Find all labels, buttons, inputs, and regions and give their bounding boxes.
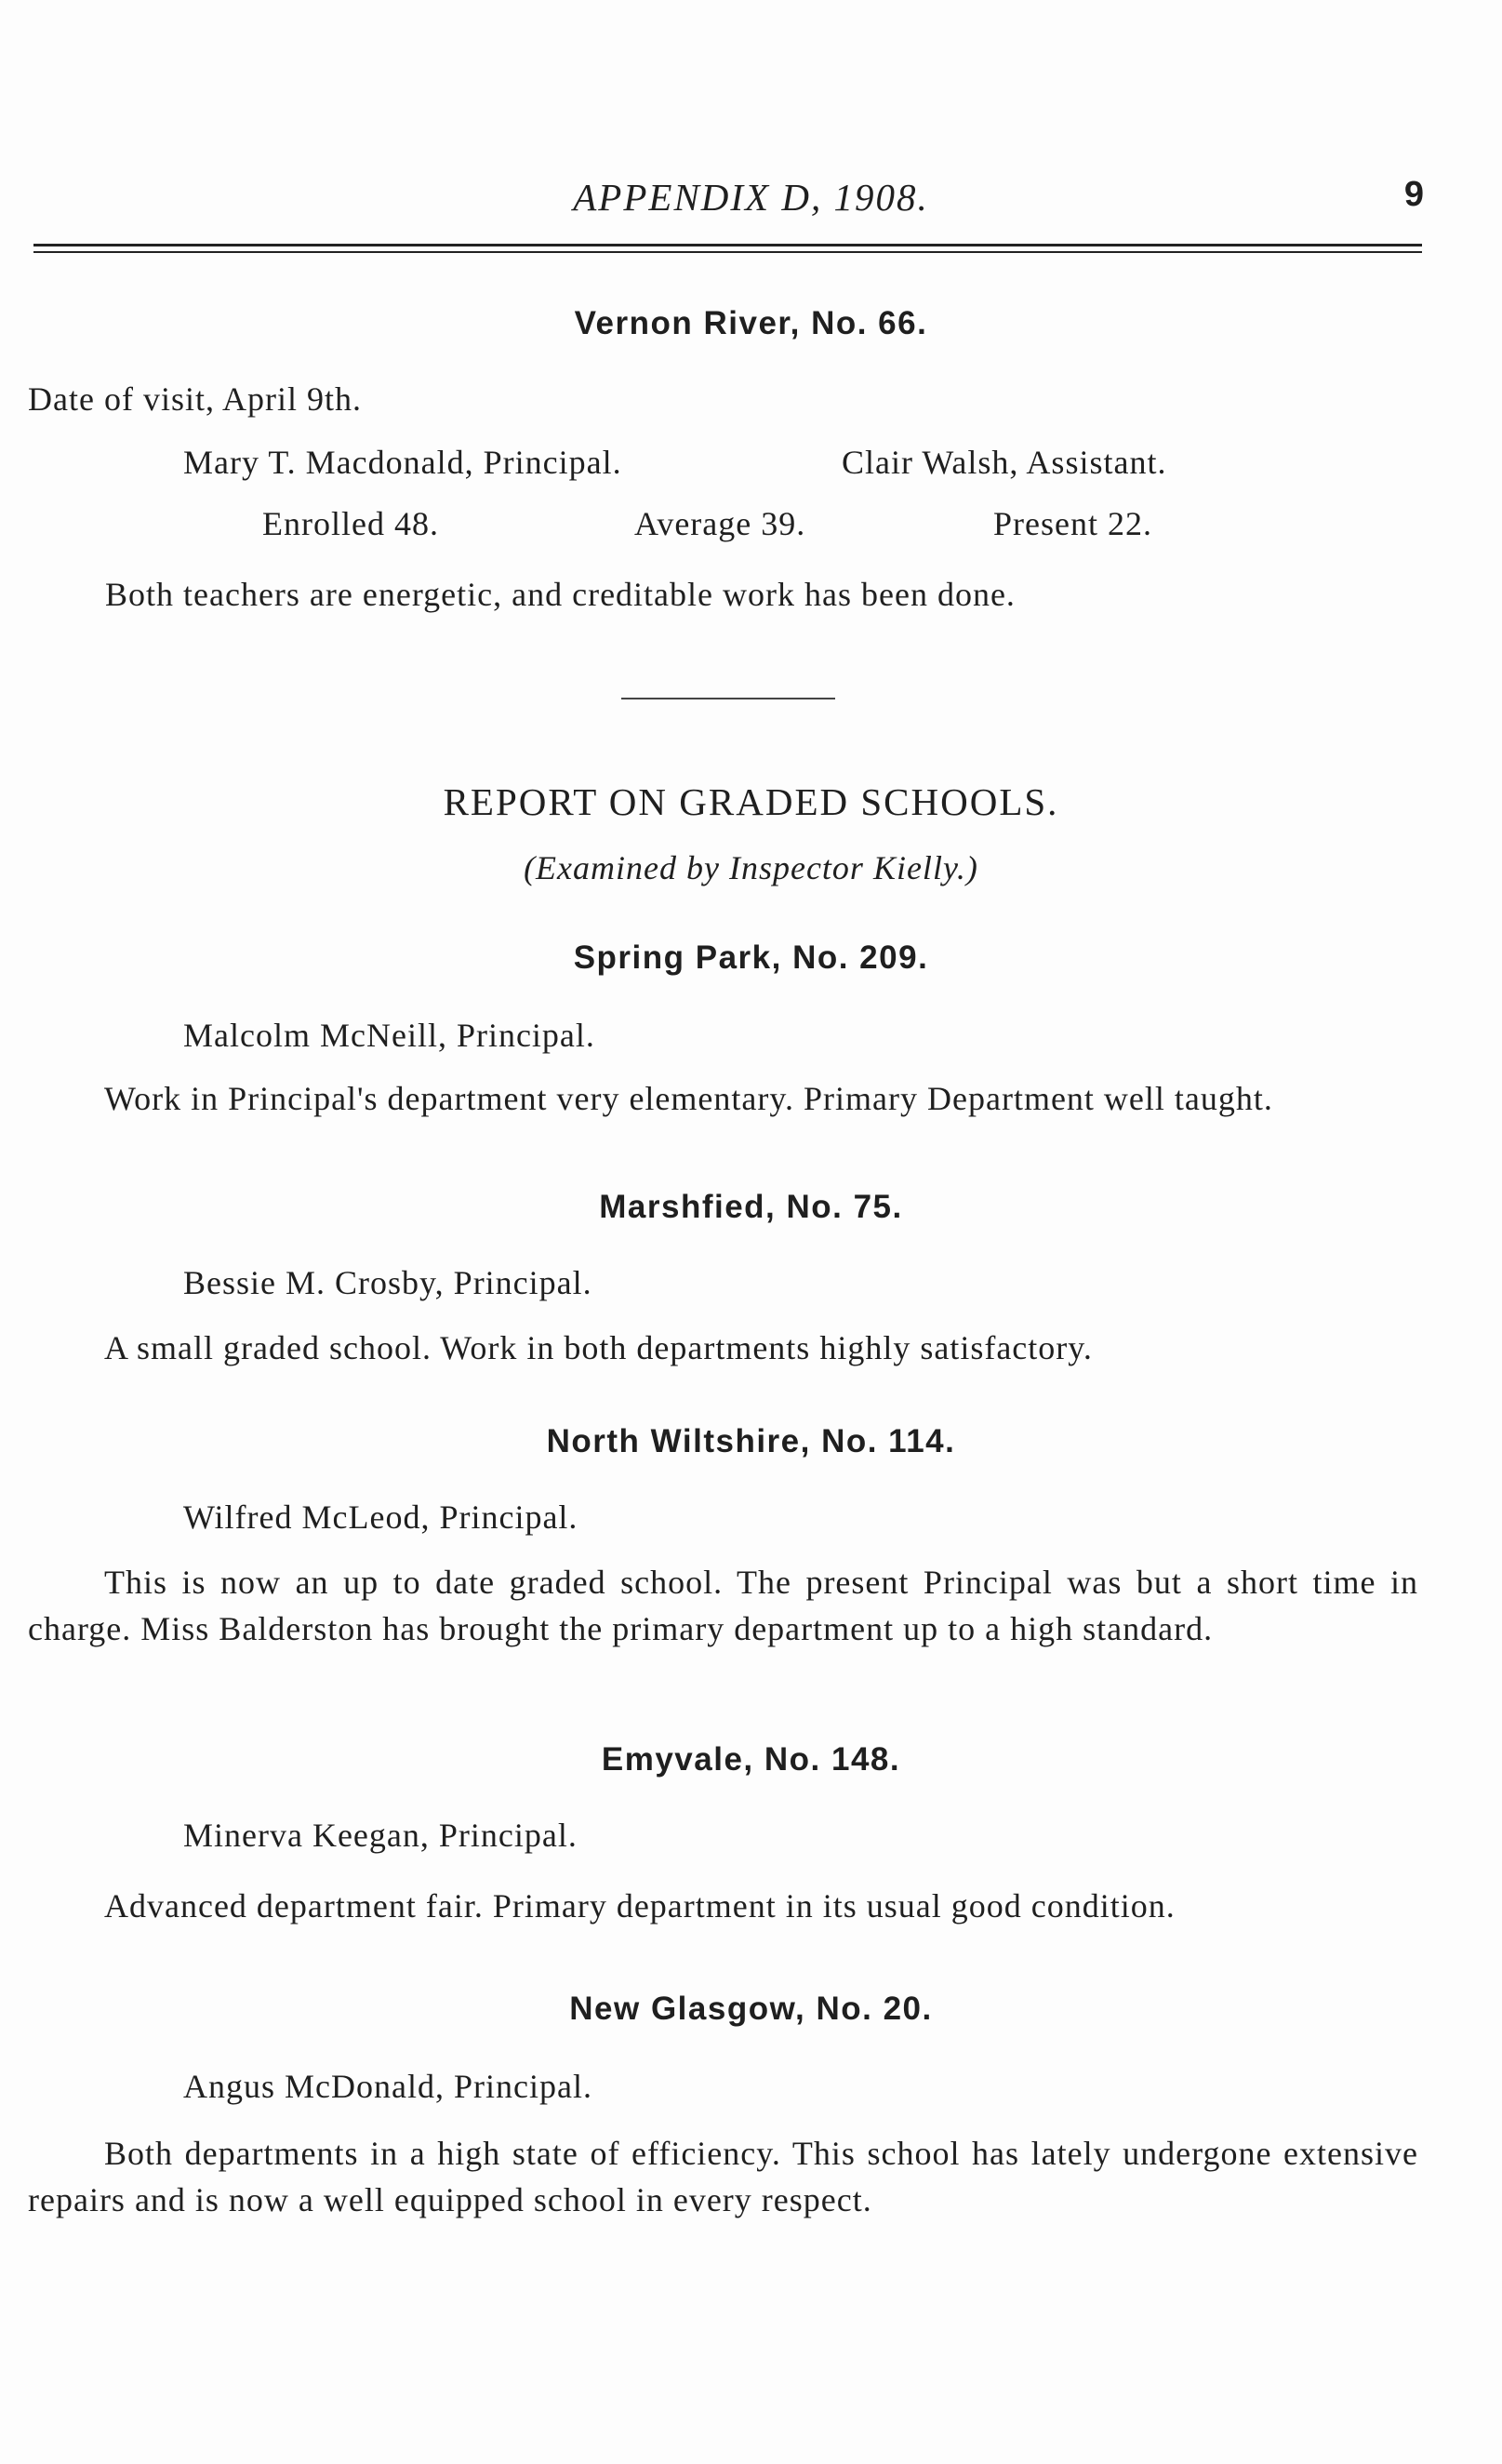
school-heading-vernon-river: Vernon River, No. 66.: [574, 305, 928, 341]
school-comment: Both departments in a high state of efficiency. This school has lately undergone extensive repairs and is now a well equipped school in every respect.: [28, 2135, 1418, 2218]
principal-name: Bessie M. Crosby, Principal.: [183, 1264, 592, 1301]
school-comment: Advanced department fair. Primary department in its usual good condition.: [104, 1887, 1176, 1925]
principal-name: Minerva Keegan, Principal.: [183, 1817, 578, 1854]
school-comment: This is now an up to date graded school. The present Principal was but a short time in charge. Miss Balderston has brought the primary department up to a high standard.: [28, 1564, 1418, 1647]
visit-date: Date of visit, April 9th.: [28, 380, 362, 418]
school-heading: Emyvale, No. 148.: [601, 1741, 901, 1778]
principal-name: Mary T. Macdonald, Principal.: [183, 444, 622, 481]
section-title: REPORT ON GRADED SCHOOLS.: [443, 780, 1059, 823]
school-heading: New Glasgow, No. 20.: [569, 1991, 933, 2027]
present-count: Present 22.: [993, 505, 1152, 542]
header-rule-secondary: [33, 251, 1422, 253]
school-heading: Spring Park, No. 209.: [573, 939, 929, 976]
section-divider: [621, 698, 835, 699]
school-comment: Work in Principal's department very elementary. Primary Department well taught.: [104, 1080, 1273, 1117]
enrolled-count: Enrolled 48.: [262, 505, 439, 542]
header-rule: [33, 244, 1422, 246]
assistant-name: Clair Walsh, Assistant.: [842, 444, 1167, 481]
school-heading: North Wiltshire, No. 114.: [546, 1423, 956, 1459]
page-number: 9: [1403, 175, 1424, 214]
section-subtitle: (Examined by Inspector Kielly.): [524, 849, 978, 886]
school-comment: A small graded school. Work in both departments highly satisfactory.: [104, 1329, 1093, 1366]
school-heading: Marshfied, No. 75.: [599, 1189, 903, 1225]
page-header-title: APPENDIX D, 1908.: [573, 176, 929, 219]
principal-name: Malcolm McNeill, Principal.: [183, 1017, 595, 1054]
average-count: Average 39.: [634, 505, 806, 542]
principal-name: Angus McDonald, Principal.: [183, 2068, 592, 2105]
school-comment: Both teachers are energetic, and creditable work has been done.: [105, 576, 1016, 613]
principal-name: Wilfred McLeod, Principal.: [183, 1498, 578, 1536]
